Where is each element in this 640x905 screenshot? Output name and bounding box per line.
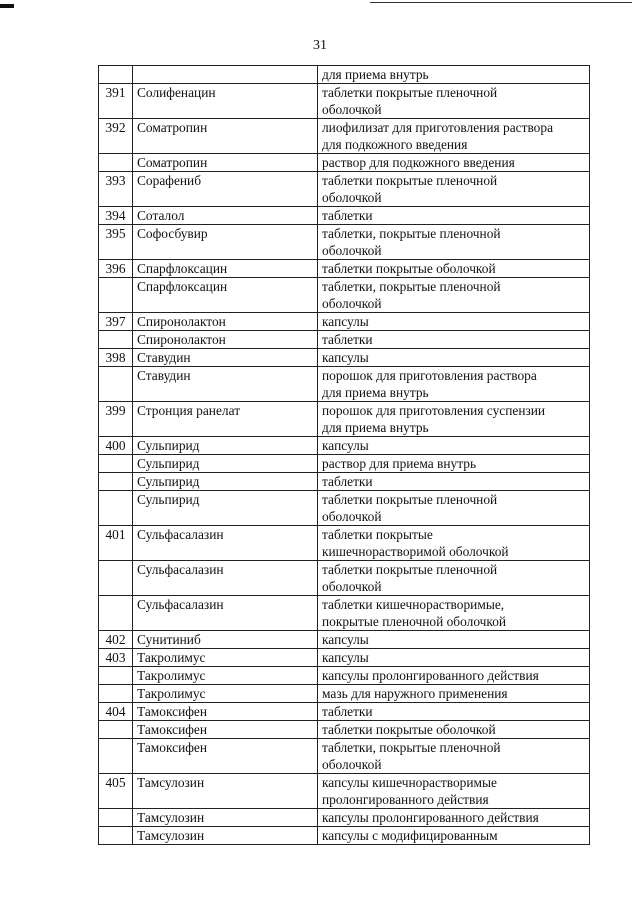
table-row — [99, 119, 590, 154]
dosage-form — [318, 526, 590, 561]
row-number: 393 — [99, 172, 133, 207]
dosage-form-line: раствор для приема внутрь — [322, 456, 477, 471]
dosage-form — [318, 561, 590, 596]
drug-name: Спиронолактон — [133, 331, 318, 349]
dosage-form-line: капсулы — [322, 650, 369, 665]
drug-name: Солифенацин — [133, 84, 318, 119]
dosage-form-line: оболочкой — [322, 102, 382, 117]
dosage-form-line: таблетки покрытые — [322, 527, 433, 542]
drug-name: Спиронолактон — [133, 313, 318, 331]
table-row — [99, 721, 590, 739]
row-number: 402 — [99, 631, 133, 649]
table-row — [99, 260, 590, 278]
table-row — [99, 349, 590, 367]
dosage-form-line: капсулы кишечнорастворимые — [322, 775, 497, 790]
drug-name: Такролимус — [133, 649, 318, 667]
scan-mark-left — [0, 4, 14, 8]
drug-name: Соматропин — [133, 154, 318, 172]
dosage-form-line: покрытые пленочной оболочкой — [322, 614, 507, 629]
drug-name: Спарфлоксацин — [133, 260, 318, 278]
dosage-form-line: капсулы пролонгированного действия — [322, 810, 539, 825]
dosage-form-line: порошок для приготовления раствора — [322, 368, 537, 383]
drug-name: Спарфлоксацин — [133, 278, 318, 313]
table-row — [99, 313, 590, 331]
table-row — [99, 367, 590, 402]
dosage-form — [318, 649, 590, 667]
table-row — [99, 809, 590, 827]
drug-name: Сунитиниб — [133, 631, 318, 649]
dosage-form — [318, 473, 590, 491]
row-number — [99, 685, 133, 703]
dosage-form-line: для приема внутрь — [322, 385, 429, 400]
dosage-form-line: для подкожного введения — [322, 137, 468, 152]
row-number: 401 — [99, 526, 133, 561]
row-number: 400 — [99, 437, 133, 455]
dosage-form-line: порошок для приготовления суспензии — [322, 403, 546, 418]
dosage-form-line: кишечнорастворимой оболочкой — [322, 544, 509, 559]
table-row — [99, 66, 590, 84]
row-number: 403 — [99, 649, 133, 667]
row-number — [99, 66, 133, 84]
dosage-form — [318, 278, 590, 313]
row-number — [99, 278, 133, 313]
dosage-form-line: капсулы — [322, 350, 369, 365]
dosage-form — [318, 331, 590, 349]
dosage-form — [318, 437, 590, 455]
dosage-form — [318, 685, 590, 703]
dosage-form-line: капсулы — [322, 314, 369, 329]
dosage-form-line: таблетки покрытые пленочной — [322, 173, 498, 188]
drug-name: Ставудин — [133, 367, 318, 402]
table-row — [99, 596, 590, 631]
drug-name: Сульфасалазин — [133, 526, 318, 561]
drug-name: Ставудин — [133, 349, 318, 367]
dosage-form — [318, 349, 590, 367]
drug-name — [133, 66, 318, 84]
dosage-form — [318, 596, 590, 631]
page-number: 31 — [313, 38, 327, 53]
dosage-form — [318, 774, 590, 809]
row-number — [99, 667, 133, 685]
drug-name: Тамоксифен — [133, 703, 318, 721]
dosage-form-line: для приема внутрь — [322, 420, 429, 435]
dosage-form-line: лиофилизат для приготовления раствора — [322, 120, 554, 135]
dosage-form-line: оболочкой — [322, 579, 382, 594]
dosage-form-line: капсулы — [322, 438, 369, 453]
drug-name: Сульпирид — [133, 491, 318, 526]
dosage-form-line: таблетки покрытые пленочной — [322, 562, 498, 577]
table-row — [99, 827, 590, 845]
drug-name: Такролимус — [133, 685, 318, 703]
row-number — [99, 331, 133, 349]
dosage-form — [318, 313, 590, 331]
dosage-form — [318, 225, 590, 260]
table-row — [99, 526, 590, 561]
dosage-form-line: таблетки, покрытые пленочной — [322, 279, 501, 294]
drug-name: Сульпирид — [133, 473, 318, 491]
row-number — [99, 491, 133, 526]
dosage-form — [318, 667, 590, 685]
dosage-form-line: таблетки, покрытые пленочной — [322, 740, 501, 755]
row-number: 405 — [99, 774, 133, 809]
row-number — [99, 809, 133, 827]
table-row — [99, 649, 590, 667]
drug-name: Тамсулозин — [133, 774, 318, 809]
dosage-form-line: для приема внутрь — [322, 67, 429, 82]
table-row — [99, 154, 590, 172]
row-number — [99, 154, 133, 172]
row-number: 394 — [99, 207, 133, 225]
drug-name: Стронция ранелат — [133, 402, 318, 437]
table-row — [99, 561, 590, 596]
row-number: 396 — [99, 260, 133, 278]
dosage-form-line: капсулы — [322, 632, 369, 647]
dosage-form — [318, 827, 590, 845]
table-row — [99, 207, 590, 225]
table-row — [99, 437, 590, 455]
dosage-form-line: капсулы пролонгированного действия — [322, 668, 539, 683]
row-number — [99, 721, 133, 739]
table-row — [99, 685, 590, 703]
dosage-form — [318, 455, 590, 473]
drug-name: Тамсулозин — [133, 827, 318, 845]
table-row — [99, 84, 590, 119]
row-number: 392 — [99, 119, 133, 154]
row-number: 395 — [99, 225, 133, 260]
table-row — [99, 455, 590, 473]
dosage-form-line: таблетки покрытые пленочной — [322, 492, 498, 507]
dosage-form-line: оболочкой — [322, 509, 382, 524]
table-row — [99, 667, 590, 685]
dosage-form — [318, 260, 590, 278]
dosage-form — [318, 172, 590, 207]
table-row — [99, 473, 590, 491]
dosage-form — [318, 631, 590, 649]
dosage-form — [318, 491, 590, 526]
dosage-form-line: таблетки — [322, 704, 373, 719]
dosage-form-line: таблетки покрытые оболочкой — [322, 722, 496, 737]
row-number — [99, 473, 133, 491]
dosage-form-line: оболочкой — [322, 243, 382, 258]
dosage-form — [318, 154, 590, 172]
dosage-form-line: раствор для подкожного введения — [322, 155, 515, 170]
table-row — [99, 225, 590, 260]
row-number: 399 — [99, 402, 133, 437]
dosage-form — [318, 207, 590, 225]
dosage-form — [318, 721, 590, 739]
table-row — [99, 402, 590, 437]
dosage-form — [318, 119, 590, 154]
dosage-form-line: пролонгированного действия — [322, 792, 489, 807]
dosage-form — [318, 66, 590, 84]
drug-name: Тамоксифен — [133, 721, 318, 739]
dosage-form — [318, 402, 590, 437]
row-number: 397 — [99, 313, 133, 331]
drug-name: Такролимус — [133, 667, 318, 685]
table-row — [99, 703, 590, 721]
table-row — [99, 331, 590, 349]
drug-name: Сульфасалазин — [133, 596, 318, 631]
dosage-form — [318, 367, 590, 402]
row-number — [99, 596, 133, 631]
drug-table-body — [99, 66, 590, 845]
dosage-form-line: мазь для наружного применения — [322, 686, 508, 701]
drug-name: Софосбувир — [133, 225, 318, 260]
table-row — [99, 739, 590, 774]
dosage-form-line: таблетки — [322, 208, 373, 223]
dosage-form-line: таблетки — [322, 332, 373, 347]
drug-name: Сульфасалазин — [133, 561, 318, 596]
dosage-form-line: капсулы с модифицированным — [322, 828, 498, 843]
dosage-form — [318, 739, 590, 774]
table-row — [99, 172, 590, 207]
drug-name: Сорафениб — [133, 172, 318, 207]
dosage-form — [318, 84, 590, 119]
row-number: 391 — [99, 84, 133, 119]
table-row — [99, 631, 590, 649]
dosage-form-line: таблетки кишечнорастворимые, — [322, 597, 505, 612]
dosage-form-line: оболочкой — [322, 757, 382, 772]
dosage-form-line: оболочкой — [322, 296, 382, 311]
row-number — [99, 455, 133, 473]
dosage-form-line: таблетки — [322, 474, 373, 489]
drug-name: Сульпирид — [133, 437, 318, 455]
dosage-form-line: оболочкой — [322, 190, 382, 205]
scan-line-top — [370, 2, 632, 3]
row-number — [99, 739, 133, 774]
row-number — [99, 561, 133, 596]
drug-name: Соталол — [133, 207, 318, 225]
drug-name: Сульпирид — [133, 455, 318, 473]
row-number: 404 — [99, 703, 133, 721]
dosage-form-line: таблетки покрытые пленочной — [322, 85, 498, 100]
row-number — [99, 367, 133, 402]
dosage-form — [318, 809, 590, 827]
row-number — [99, 827, 133, 845]
dosage-form-line: таблетки покрытые оболочкой — [322, 261, 496, 276]
dosage-form — [318, 703, 590, 721]
dosage-form-line: таблетки, покрытые пленочной — [322, 226, 501, 241]
table-row — [99, 278, 590, 313]
drug-name: Соматропин — [133, 119, 318, 154]
row-number: 398 — [99, 349, 133, 367]
drug-name: Тамоксифен — [133, 739, 318, 774]
drug-name: Тамсулозин — [133, 809, 318, 827]
drug-table — [98, 65, 590, 845]
table-row — [99, 774, 590, 809]
table-row — [99, 491, 590, 526]
